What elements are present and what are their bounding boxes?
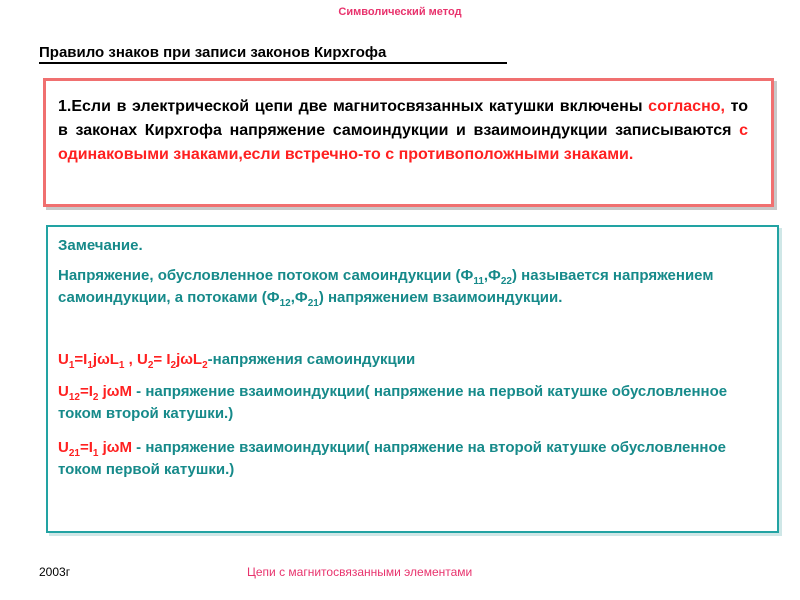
mutual-induction-formula-21: $U_{21}=I_1$ jωM - напряжение взаимоиндукции( напряжение на второй катушке обусловленное током первой катушки.) [58,439,726,478]
rule-text [58,95,748,167]
rule-highlight-agreement: согласно, [648,98,725,115]
rule-text-part1: 1.Если в электрической цепи две магнитосвязанных катушки включены [58,98,649,115]
self-induction-formula: $U_1=I_1j\omega L_1$ , $U_2=$ $I_2j\omega L_2$-напряжения самоиндукции [58,351,416,371]
note-heading: Замечание. [58,237,143,254]
note-box [46,225,779,533]
footer-year: 2003г [39,565,71,579]
section-title: Правило знаков при записи законов Кирхгофа [39,44,507,64]
rule-text-part2: то в законах Кирхгофа напряжение самоиндукции и взаимоиндукции записываются [58,98,749,139]
note-paragraph: Напряжение, обусловленное потоком самоиндукции $(Ф_{11},Ф_{22})$ называется напряжением самоиндукции, а потоками $(Ф_{12},Ф_{21})$ напряжением взаимоиндукции. [58,267,714,309]
footer-topic: Цепи с магнитосвязанными элементами [247,565,473,579]
rule-box [43,78,774,207]
slide-header-title: Символический метод [338,6,462,18]
rule-highlight-signs: с одинаковыми знаками,если встречно-то с противоположными знаками. [58,122,748,163]
mutual-induction-formula-12: $U_{12}=I_2$ jωM - напряжение взаимоиндукции( напряжение на первой катушке обусловленное током второй катушки.) [58,383,728,422]
